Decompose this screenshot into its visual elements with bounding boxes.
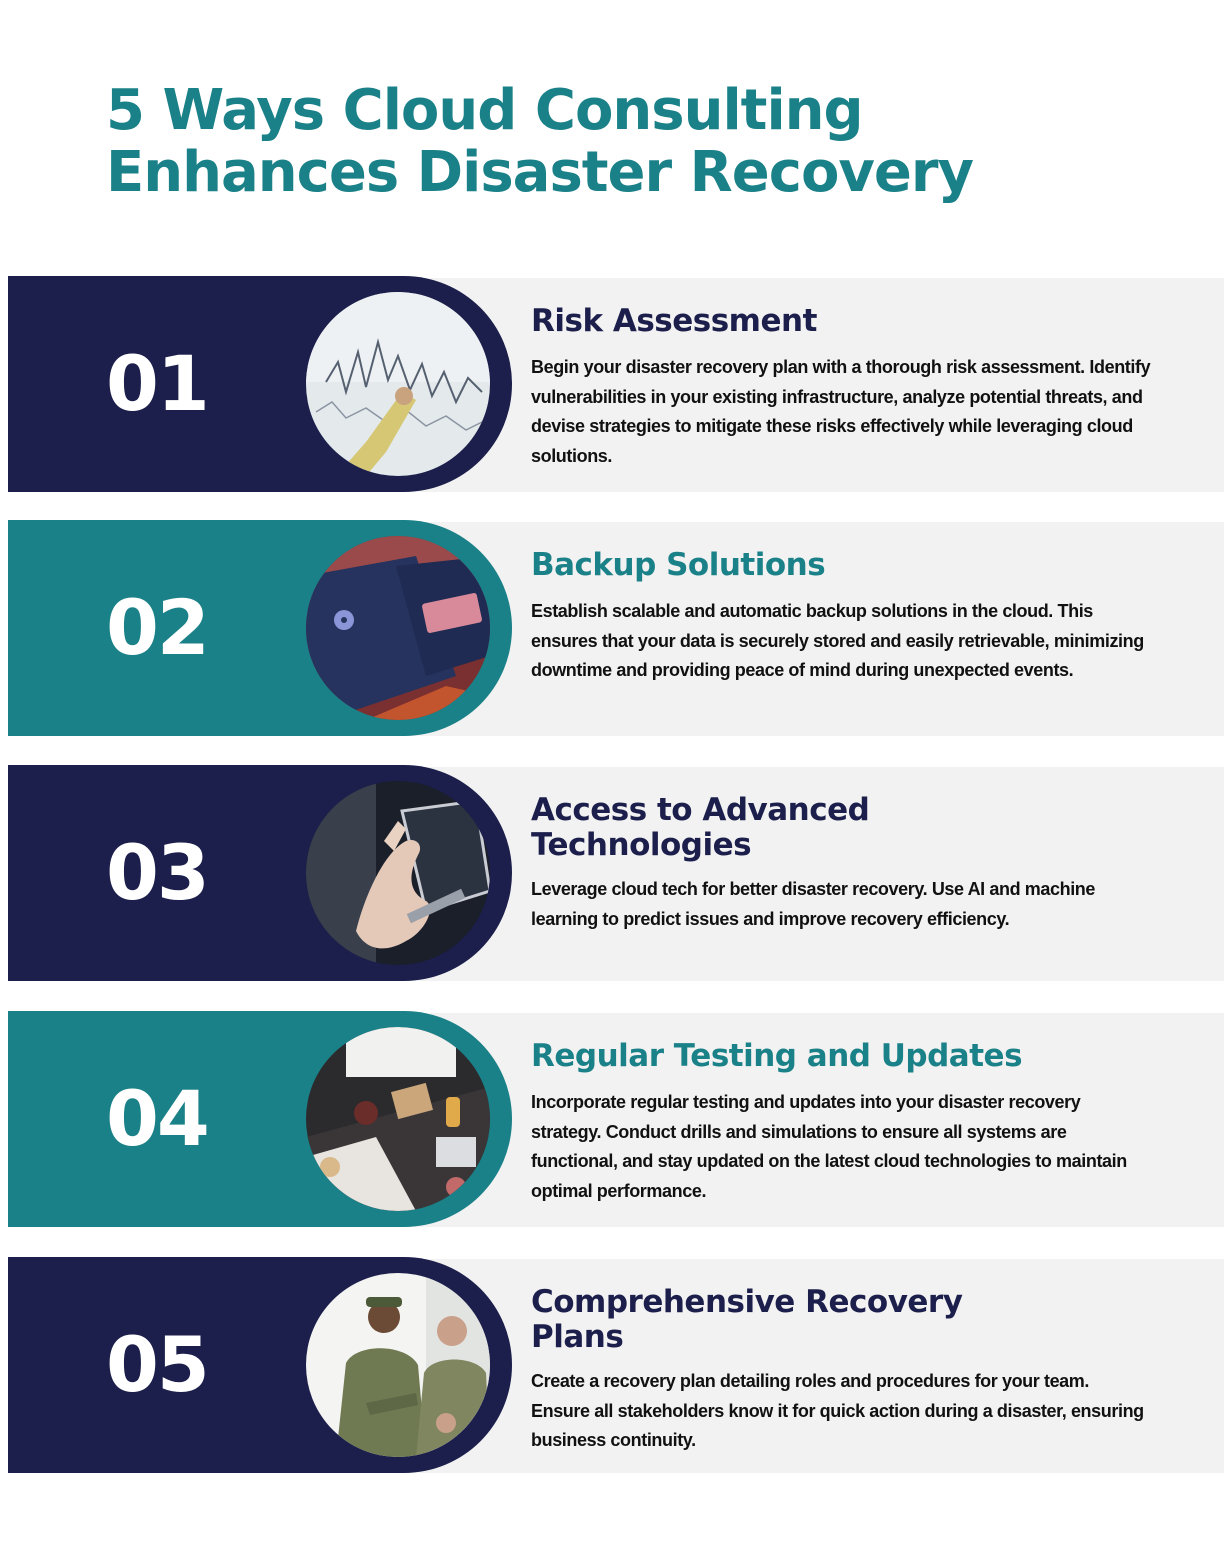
step-heading: Comprehensive Recovery Plans — [531, 1284, 963, 1355]
step-backup-solutions — [8, 520, 1224, 736]
step-number: 02 — [106, 583, 208, 672]
step-description: Leverage cloud tech for better disaster recovery. Use AI and machine learning to predict issues and improve recovery efficiency. — [531, 879, 1096, 929]
lab-testing-image — [306, 1027, 490, 1211]
team-discussion-image — [306, 1273, 490, 1457]
step-description: Begin your disaster recovery plan with a thorough risk assessment. Identify vulnerabilities in your existing infrastructure, analyze potential threats, and devise strategies to mitigate these risks effectively while leveraging cloud solutions. — [531, 357, 1151, 466]
tablet-hands-image — [306, 781, 490, 965]
team-discussion-photo — [306, 1273, 490, 1457]
step-testing-updates — [8, 1011, 1224, 1227]
floppy-disks-photo — [306, 536, 490, 720]
step-number: 04 — [106, 1074, 208, 1163]
tablet-hands-photo — [306, 781, 490, 965]
step-description: Create a recovery plan detailing roles and procedures for your team. Ensure all stakeholders know it for quick action during a disaster, ensuring business continuity. — [531, 1371, 1144, 1450]
step-risk-assessment — [8, 276, 1224, 492]
step-advanced-technologies — [8, 765, 1224, 981]
step-heading: Backup Solutions — [531, 547, 826, 583]
floppy-disks-image — [306, 536, 490, 720]
page-title-line-2: Enhances Disaster Recovery — [106, 140, 974, 205]
step-number: 05 — [106, 1320, 208, 1409]
step-recovery-plans — [8, 1257, 1224, 1473]
lab-testing-photo — [306, 1027, 490, 1211]
chart-analysis-photo — [306, 292, 490, 476]
step-heading: Regular Testing and Updates — [531, 1038, 1023, 1074]
page-title-line-1: 5 Ways Cloud Consulting — [106, 78, 863, 143]
page-title — [106, 80, 1106, 204]
step-number: 01 — [106, 339, 208, 428]
step-heading: Access to Advanced Technologies — [531, 792, 870, 863]
step-heading: Risk Assessment — [531, 303, 817, 339]
step-number: 03 — [106, 828, 208, 917]
chart-analysis-image — [306, 292, 490, 476]
step-description: Incorporate regular testing and updates into your disaster recovery strategy. Conduct drills and simulations to ensure all systems are functional, and stay updated on the latest cloud technologies to maintain optimal performance. — [531, 1092, 1127, 1201]
step-description: Establish scalable and automatic backup solutions in the cloud. This ensures that your data is securely stored and easily retrievable, minimizing downtime and providing peace of mind during unexpected events. — [531, 601, 1144, 680]
